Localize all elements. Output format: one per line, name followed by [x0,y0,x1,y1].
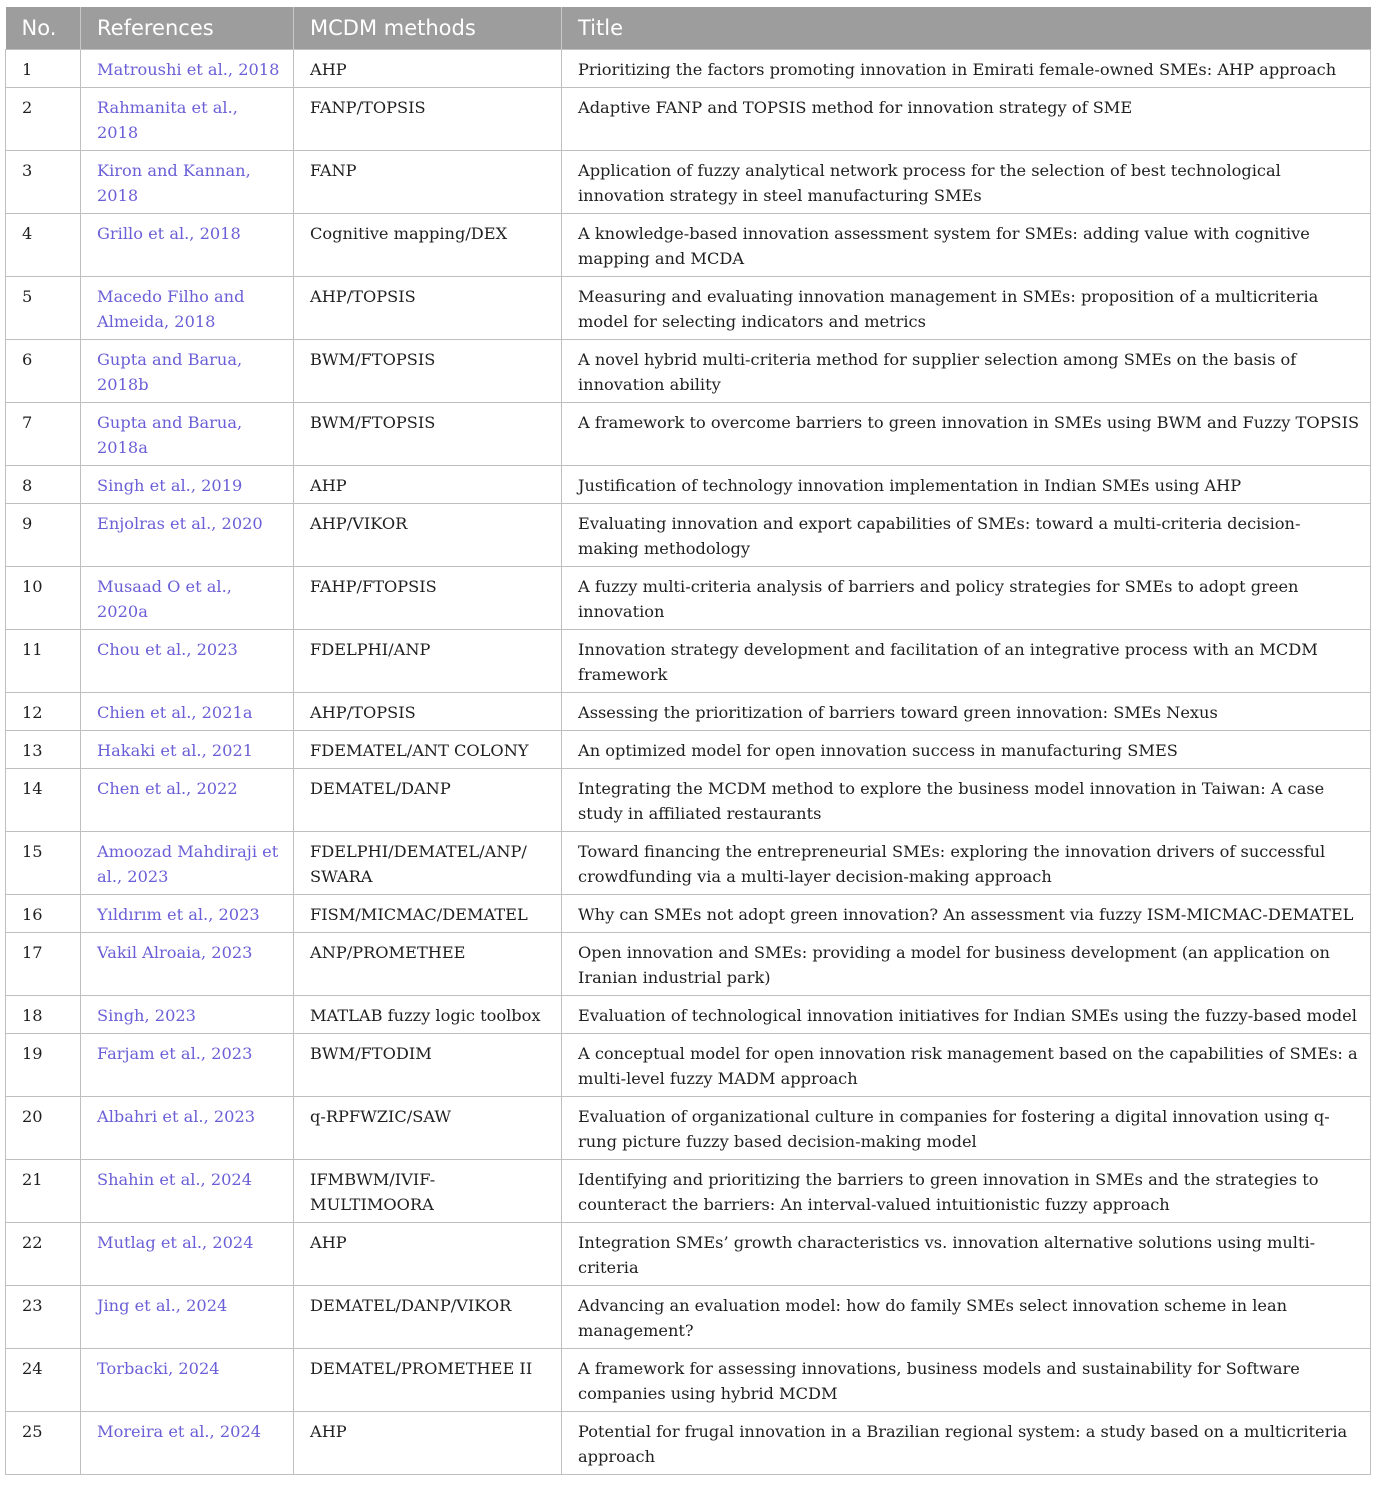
table-row [6,933,1371,996]
reference-link[interactable]: Yıldırım et al., 2023 [81,895,294,933]
reference-link[interactable]: Matroushi et al., 2018 [81,50,294,88]
mcdm-method: FISM/MICMAC/DEMATEL [294,895,562,933]
paper-title: Advancing an evaluation model: how do family SMEs select innovation scheme in lean management? [562,1286,1371,1349]
reference-link[interactable]: Gupta and Barua, 2018a [81,403,294,466]
paper-title: A knowledge-based innovation assessment system for SMEs: adding value with cognitive mapping and MCDA [562,214,1371,277]
header-no: No. [6,7,81,50]
table-row [6,731,1371,769]
mcdm-method: DEMATEL/DANP [294,769,562,832]
paper-title: Prioritizing the factors promoting innovation in Emirati female-owned SMEs: AHP approach [562,50,1371,88]
paper-title: An optimized model for open innovation success in manufacturing SMES [562,731,1371,769]
paper-title: Potential for frugal innovation in a Brazilian regional system: a study based on a multicriteria approach [562,1412,1371,1475]
reference-link[interactable]: Albahri et al., 2023 [81,1097,294,1160]
table-row [6,693,1371,731]
mcdm-method: MATLAB fuzzy logic toolbox [294,996,562,1034]
row-number: 21 [6,1160,81,1223]
mcdm-method: FANP/TOPSIS [294,88,562,151]
table-row [6,1097,1371,1160]
table-header [6,7,1371,50]
row-number: 13 [6,731,81,769]
row-number: 24 [6,1349,81,1412]
paper-title: A novel hybrid multi-criteria method for supplier selection among SMEs on the basis of innovation ability [562,340,1371,403]
row-number: 9 [6,504,81,567]
mcdm-method: AHP/TOPSIS [294,693,562,731]
paper-title: Adaptive FANP and TOPSIS method for innovation strategy of SME [562,88,1371,151]
reference-link[interactable]: Gupta and Barua, 2018b [81,340,294,403]
row-number: 25 [6,1412,81,1475]
table-row [6,1223,1371,1286]
mcdm-method: AHP [294,466,562,504]
reference-link[interactable]: Vakil Alroaia, 2023 [81,933,294,996]
mcdm-method: FDEMATEL/ANT COLONY [294,731,562,769]
header-row [6,7,1371,50]
table-row [6,1160,1371,1223]
row-number: 4 [6,214,81,277]
paper-title: Why can SMEs not adopt green innovation? An assessment via fuzzy ISM-MICMAC-DEMATEL [562,895,1371,933]
row-number: 2 [6,88,81,151]
reference-link[interactable]: Chien et al., 2021a [81,693,294,731]
header-mcdm-methods: MCDM methods [294,7,562,50]
table-row [6,50,1371,88]
table-row [6,895,1371,933]
reference-link[interactable]: Macedo Filho and Almeida, 2018 [81,277,294,340]
reference-link[interactable]: Farjam et al., 2023 [81,1034,294,1097]
reference-link[interactable]: Singh, 2023 [81,996,294,1034]
row-number: 7 [6,403,81,466]
reference-link[interactable]: Chou et al., 2023 [81,630,294,693]
row-number: 6 [6,340,81,403]
row-number: 16 [6,895,81,933]
paper-title: Measuring and evaluating innovation management in SMEs: proposition of a multicriteria model for selecting indicators and metrics [562,277,1371,340]
reference-link[interactable]: Shahin et al., 2024 [81,1160,294,1223]
table-row [6,996,1371,1034]
table-row [6,630,1371,693]
mcdm-method: FDELPHI/DEMATEL/ANP/ SWARA [294,832,562,895]
mcdm-method: FANP [294,151,562,214]
paper-title: Evaluation of organizational culture in companies for fostering a digital innovation using q-rung picture fuzzy based decision-making model [562,1097,1371,1160]
table-row [6,88,1371,151]
paper-title: Evaluation of technological innovation initiatives for Indian SMEs using the fuzzy-based model [562,996,1371,1034]
paper-title: Evaluating innovation and export capabilities of SMEs: toward a multi-criteria decision-making methodology [562,504,1371,567]
table-row [6,1034,1371,1097]
row-number: 18 [6,996,81,1034]
header-title: Title [562,7,1371,50]
paper-title: A framework for assessing innovations, business models and sustainability for Software companies using hybrid MCDM [562,1349,1371,1412]
row-number: 3 [6,151,81,214]
mcdm-method: q-RPFWZIC/SAW [294,1097,562,1160]
reference-link[interactable]: Mutlag et al., 2024 [81,1223,294,1286]
paper-title: Innovation strategy development and facilitation of an integrative process with an MCDM framework [562,630,1371,693]
reference-link[interactable]: Hakaki et al., 2021 [81,731,294,769]
table-row [6,1286,1371,1349]
table-row [6,504,1371,567]
table-row [6,403,1371,466]
row-number: 17 [6,933,81,996]
reference-link[interactable]: Torbacki, 2024 [81,1349,294,1412]
mcdm-method: IFMBWM/IVIF-MULTIMOORA [294,1160,562,1223]
table-row [6,1412,1371,1475]
mcdm-method: FDELPHI/ANP [294,630,562,693]
table-row [6,466,1371,504]
reference-link[interactable]: Grillo et al., 2018 [81,214,294,277]
paper-title: Assessing the prioritization of barriers toward green innovation: SMEs Nexus [562,693,1371,731]
reference-link[interactable]: Moreira et al., 2024 [81,1412,294,1475]
references-table [5,7,1371,1475]
reference-link[interactable]: Chen et al., 2022 [81,769,294,832]
mcdm-method: Cognitive mapping/DEX [294,214,562,277]
header-references: References [81,7,294,50]
row-number: 12 [6,693,81,731]
mcdm-method: DEMATEL/DANP/VIKOR [294,1286,562,1349]
mcdm-method: BWM/FTOPSIS [294,340,562,403]
reference-link[interactable]: Singh et al., 2019 [81,466,294,504]
row-number: 15 [6,832,81,895]
table-row [6,832,1371,895]
row-number: 11 [6,630,81,693]
paper-title: Identifying and prioritizing the barriers to green innovation in SMEs and the strategies to counteract the barriers: An interval-valued intuitionistic fuzzy approach [562,1160,1371,1223]
mcdm-method: AHP/VIKOR [294,504,562,567]
table-row [6,340,1371,403]
reference-link[interactable]: Kiron and Kannan, 2018 [81,151,294,214]
table-row [6,567,1371,630]
paper-title: Open innovation and SMEs: providing a model for business development (an application on Iranian industrial park) [562,933,1371,996]
mcdm-method: AHP [294,50,562,88]
mcdm-method: AHP [294,1223,562,1286]
row-number: 14 [6,769,81,832]
mcdm-method: ANP/PROMETHEE [294,933,562,996]
mcdm-method: DEMATEL/PROMETHEE II [294,1349,562,1412]
paper-title: Toward financing the entrepreneurial SMEs: exploring the innovation drivers of successful crowdfunding via a multi-layer decision-making approach [562,832,1371,895]
paper-title: Integrating the MCDM method to explore the business model innovation in Taiwan: A case study in affiliated restaurants [562,769,1371,832]
reference-link[interactable]: Amoozad Mahdiraji et al., 2023 [81,832,294,895]
reference-link[interactable]: Rahmanita et al., 2018 [81,88,294,151]
paper-title: Application of fuzzy analytical network process for the selection of best technological innovation strategy in steel manufacturing SMEs [562,151,1371,214]
row-number: 22 [6,1223,81,1286]
table-row [6,151,1371,214]
row-number: 23 [6,1286,81,1349]
row-number: 8 [6,466,81,504]
table-body [6,50,1371,1475]
table-row [6,769,1371,832]
paper-title: A conceptual model for open innovation risk management based on the capabilities of SMEs: a multi-level fuzzy MADM approach [562,1034,1371,1097]
mcdm-method: FAHP/FTOPSIS [294,567,562,630]
paper-title: A framework to overcome barriers to green innovation in SMEs using BWM and Fuzzy TOPSIS [562,403,1371,466]
table-row [6,277,1371,340]
row-number: 20 [6,1097,81,1160]
row-number: 10 [6,567,81,630]
row-number: 1 [6,50,81,88]
table-row [6,214,1371,277]
reference-link[interactable]: Musaad O et al., 2020a [81,567,294,630]
paper-title: Integration SMEs’ growth characteristics vs. innovation alternative solutions using multi-criteria [562,1223,1371,1286]
row-number: 19 [6,1034,81,1097]
mcdm-method: AHP [294,1412,562,1475]
mcdm-method: BWM/FTOPSIS [294,403,562,466]
reference-link[interactable]: Enjolras et al., 2020 [81,504,294,567]
reference-link[interactable]: Jing et al., 2024 [81,1286,294,1349]
mcdm-method: AHP/TOPSIS [294,277,562,340]
row-number: 5 [6,277,81,340]
mcdm-method: BWM/FTODIM [294,1034,562,1097]
table-row [6,1349,1371,1412]
paper-title: A fuzzy multi-criteria analysis of barriers and policy strategies for SMEs to adopt green innovation [562,567,1371,630]
paper-title: Justification of technology innovation implementation in Indian SMEs using AHP [562,466,1371,504]
